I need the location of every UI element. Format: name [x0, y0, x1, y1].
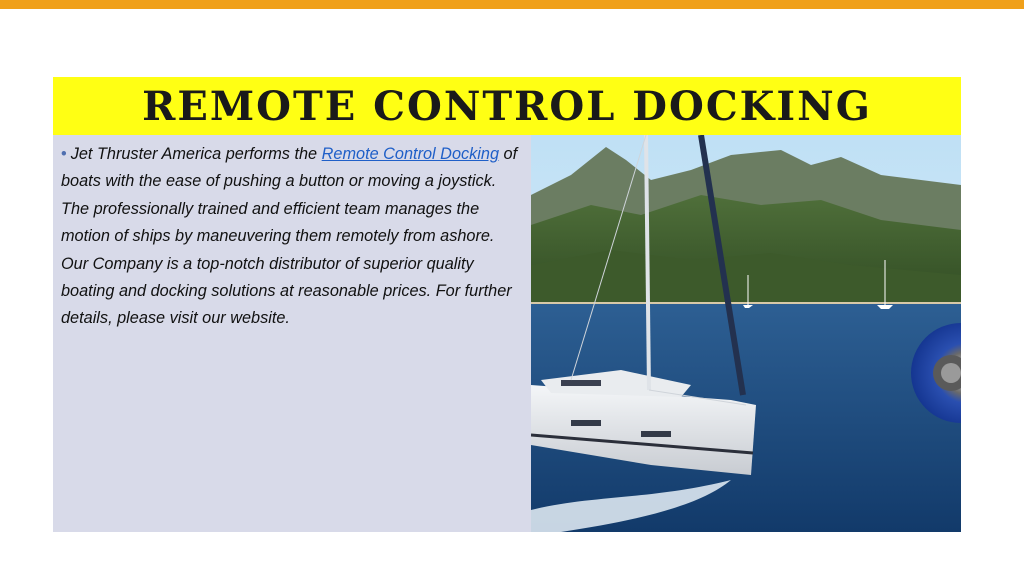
body-rest: of boats with the ease of pushing a button or moving a joystick. The professionally trained and efficient team manages the motion of ships by maneuvering them remotely from ashore. Our Company is a top-notch distributor of superior quality boating and docking solutions at reasonable prices. For further details, please visit our website. [61, 145, 518, 328]
top-accent-bar [0, 0, 1024, 9]
remote-control-docking-link[interactable]: Remote Control Docking [321, 145, 500, 163]
body-intro: Jet Thruster America performs the [70, 145, 322, 163]
bullet-marker: • [61, 145, 67, 163]
sailboat-photo [531, 135, 961, 532]
bullet-paragraph [61, 141, 523, 333]
content-panel [53, 135, 531, 532]
title-band [53, 77, 961, 135]
slide-title: REMOTE CONTROL DOCKING [142, 82, 872, 130]
sailboat-scene [531, 135, 961, 532]
